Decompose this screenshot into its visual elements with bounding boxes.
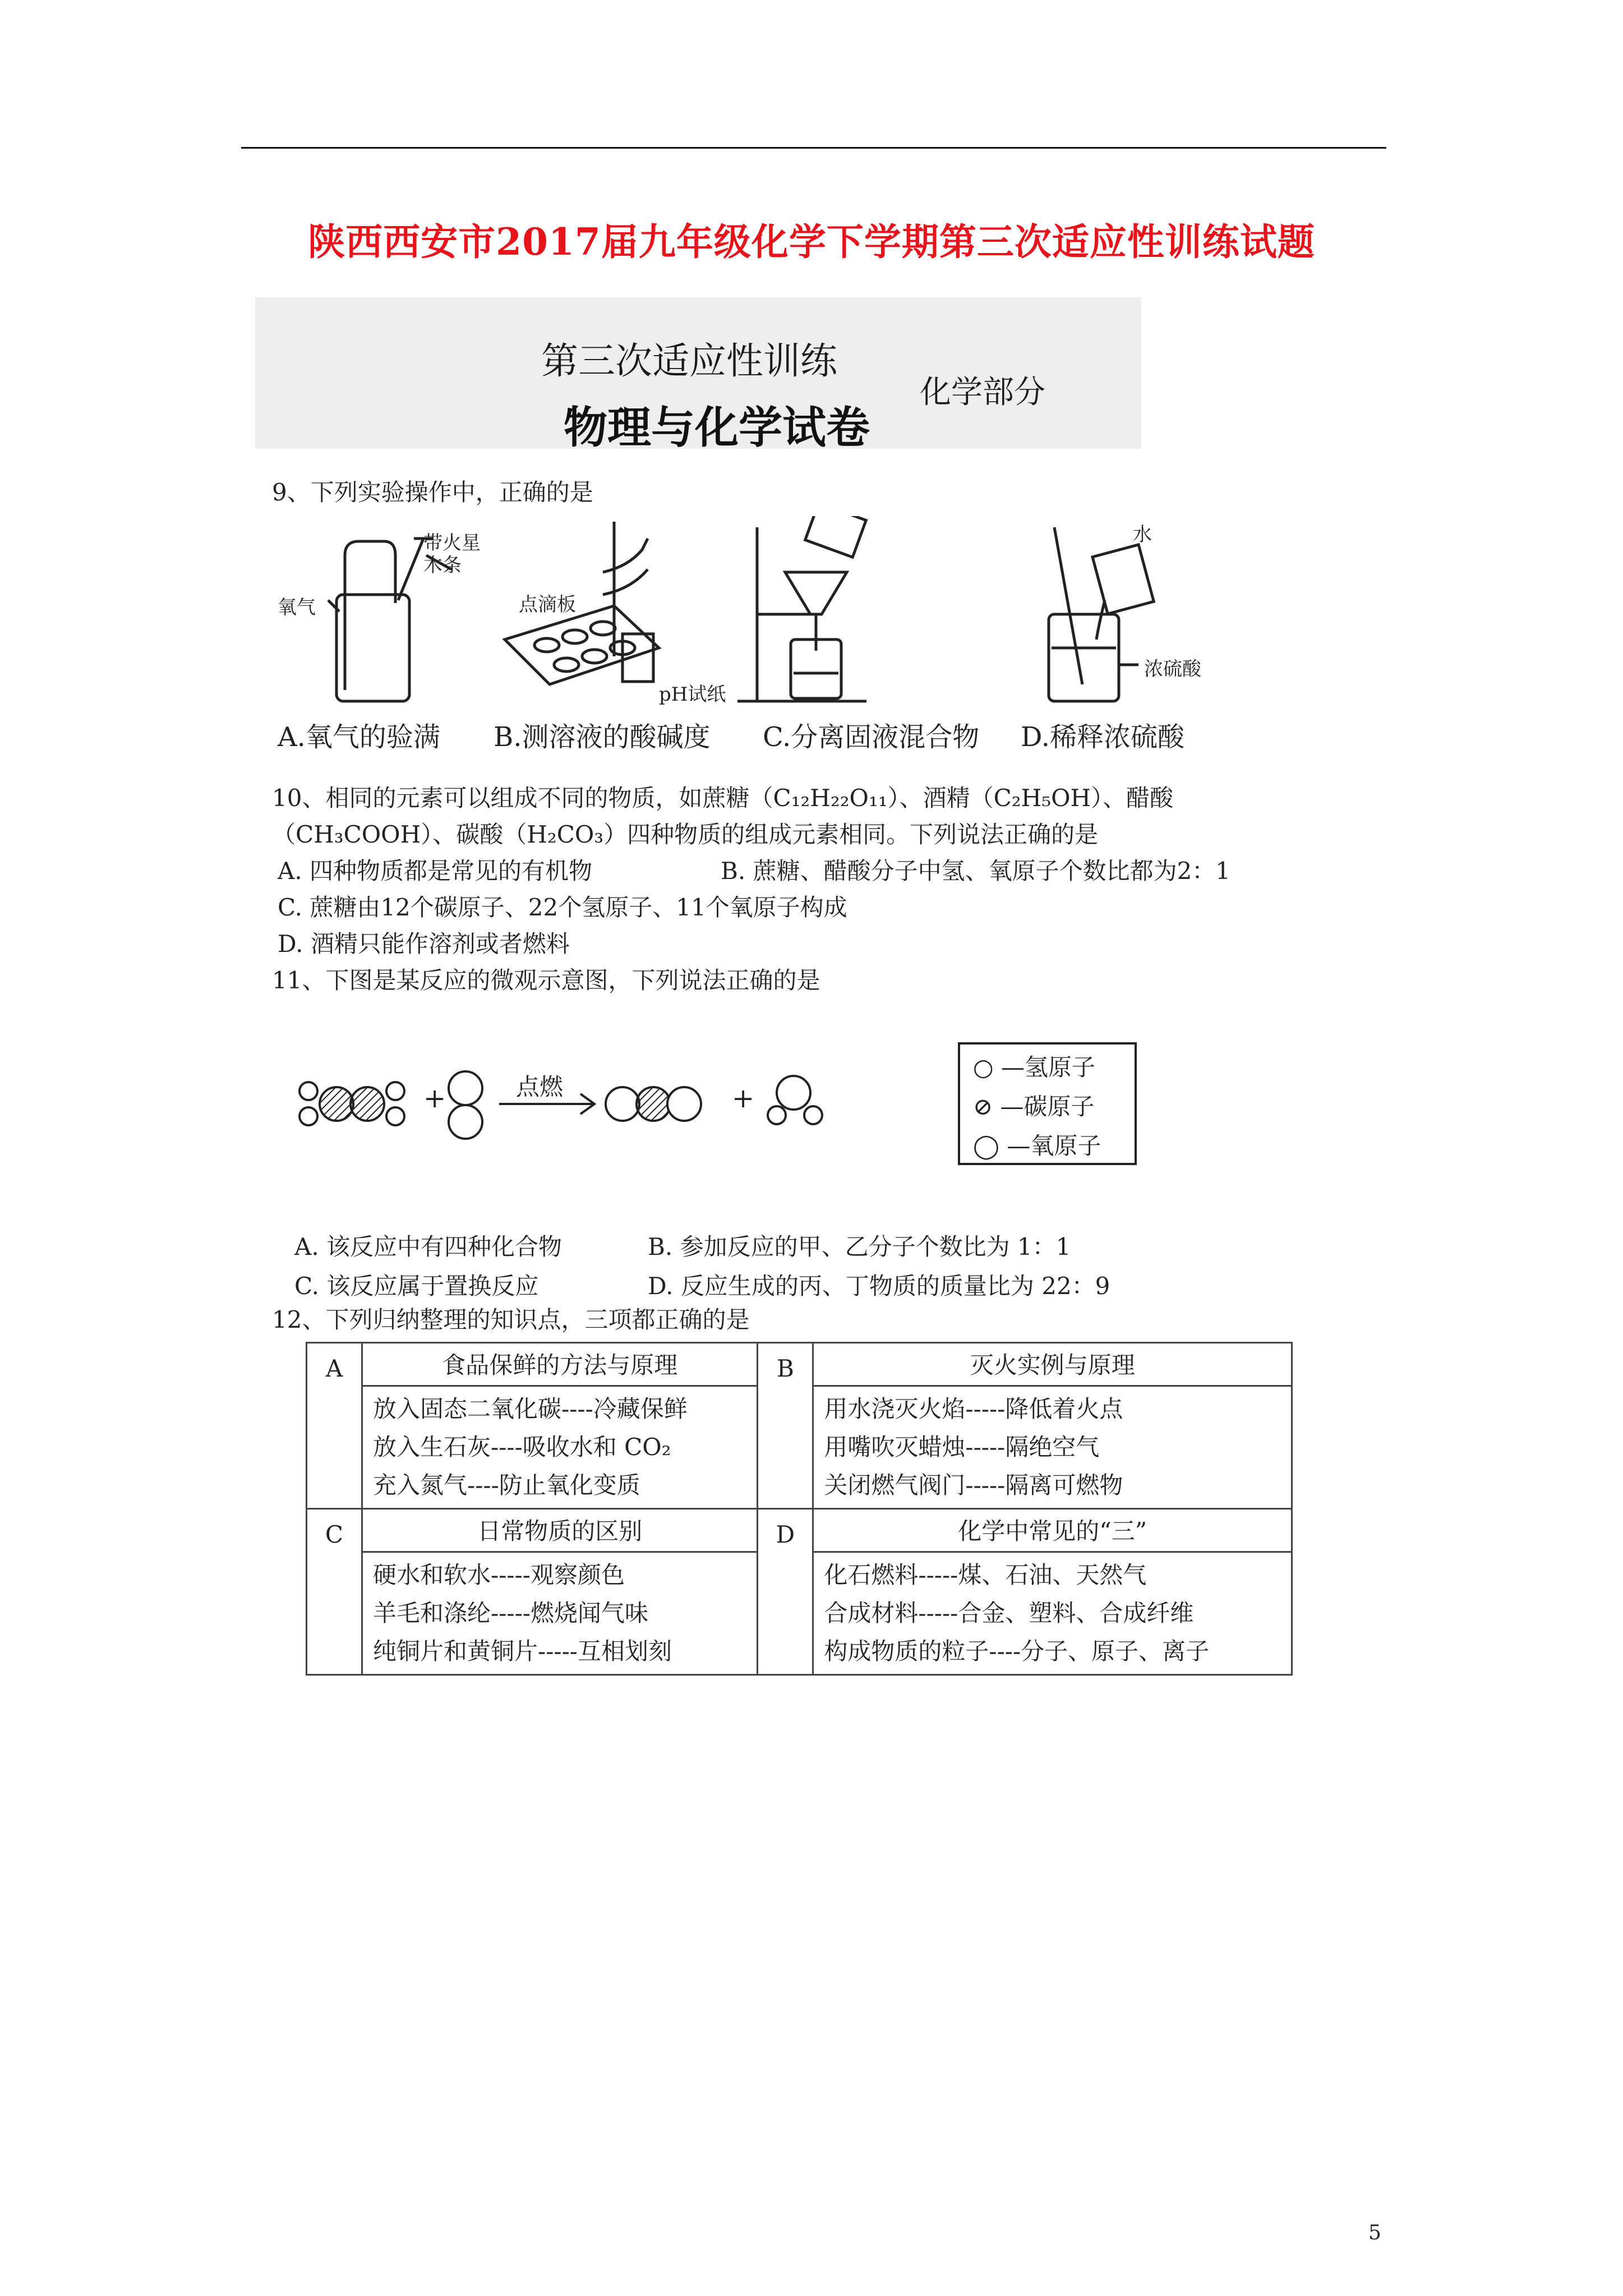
block-d-line-3: 构成物质的粒子----分子、原子、离子 [824, 1637, 1210, 1665]
q11-option-d: D. 反应生成的丙、丁物质的质量比为 22：9 [648, 1272, 1110, 1300]
legend-hydrogen: ○ —氢原子 [973, 1053, 1095, 1081]
legend-carbon: ⊘ —碳原子 [973, 1093, 1095, 1120]
q9-option-d: D.稀释浓硫酸 [1021, 721, 1185, 753]
q12-knowledge-table [306, 1342, 1293, 1676]
q9-option-b: B.测溶液的酸碱度 [494, 721, 711, 753]
q9-option-a: A.氧气的验满 [278, 721, 440, 753]
block-c-line-1: 硬水和软水-----观察颜色 [373, 1561, 625, 1589]
q10-option-b: B. 蔗糖、醋酸分子中氢、氧原子个数比都为2：1 [721, 857, 1231, 885]
block-d-header: 化学中常见的“三” [813, 1509, 1292, 1552]
q10-option-a: A. 四种物质都是常见的有机物 [278, 857, 593, 885]
block-a-line-3: 充入氮气----防止氧化变质 [373, 1471, 640, 1499]
block-b-lines [813, 1386, 1292, 1509]
scan-header [255, 297, 1141, 453]
q10-stem-line2: （CH₃COOH）、碳酸（H₂CO₃）四种物质的组成元素相同。下列说法正确的是 [272, 821, 1099, 848]
callout-spot-plate: 点滴板 [519, 593, 576, 616]
block-c-lines [362, 1552, 758, 1675]
reaction-condition-label: 点燃 [516, 1073, 564, 1101]
q11-option-c: C. 该反应属于置换反应 [294, 1272, 539, 1300]
callout-water: 水 [1133, 523, 1152, 546]
q9-stem: 9、下列实验操作中，正确的是 [272, 478, 593, 506]
q11-stem: 11、下图是某反应的微观示意图，下列说法正确的是 [272, 967, 820, 994]
block-a-header: 食品保鲜的方法与原理 [362, 1343, 758, 1386]
callout-glowing-splint-2: 木条 [423, 554, 462, 577]
q10-option-c: C. 蔗糖由12个碳原子、22个氢原子、11个氧原子构成 [278, 894, 847, 921]
plus-sign-1: + [423, 1083, 446, 1114]
q11-option-b: B. 参加反应的甲、乙分子个数比为 1：1 [648, 1233, 1071, 1260]
q11-option-a: A. 该反应中有四种化合物 [294, 1233, 562, 1260]
block-a-letter: A [307, 1343, 362, 1509]
block-a-line-2: 放入生石灰----吸收水和 CO₂ [373, 1433, 671, 1461]
header-rule [241, 147, 1386, 149]
block-c-line-2: 羊毛和涤纶-----燃烧闻气味 [373, 1599, 648, 1627]
handwritten-note: 化学部分 [920, 374, 1045, 411]
block-c-line-3: 纯铜片和黄铜片-----互相划刻 [373, 1637, 672, 1665]
product-water-molecule [768, 1076, 822, 1124]
callout-conc-acid: 浓硫酸 [1144, 658, 1201, 680]
exam-subtitle: 第三次适应性训练 [541, 339, 837, 383]
page-number: 5 [1368, 2221, 1381, 2244]
exam-title: 物理与化学试卷 [564, 402, 870, 453]
q10-stem-line1: 10、相同的元素可以组成不同的物质，如蔗糖（C₁₂H₂₂O₁₁）、酒精（C₂H₅OH）、醋酸 [272, 784, 1174, 812]
callout-ph-paper: pH试纸 [659, 683, 726, 706]
filtration-figure [737, 516, 866, 701]
block-d-letter: D [758, 1509, 813, 1675]
dilution-figure [1049, 527, 1154, 701]
block-a-line-1: 放入固态二氧化碳----冷藏保鲜 [373, 1395, 688, 1423]
block-d-lines [813, 1552, 1292, 1675]
reactant-oxygen-molecule [449, 1071, 482, 1139]
plus-sign-2: + [732, 1083, 755, 1114]
block-c-header: 日常物质的区别 [362, 1509, 758, 1552]
scanned-exam-image [255, 297, 1304, 1665]
block-b-line-2: 用嘴吹灭蜡烛-----隔绝空气 [824, 1433, 1100, 1461]
q9-option-c: C.分离固液混合物 [763, 721, 980, 753]
legend-oxygen: ◯ —氧原子 [973, 1132, 1101, 1159]
block-a-lines [362, 1386, 758, 1509]
callout-glowing-splint-1: 带火星 [423, 532, 481, 554]
q10-option-d: D. 酒精只能作溶剂或者燃料 [278, 930, 570, 958]
block-b-line-3: 关闭燃气阀门-----隔离可燃物 [824, 1471, 1123, 1499]
block-c-letter: C [307, 1509, 362, 1675]
callout-oxygen: 氧气 [278, 596, 316, 619]
block-d-line-1: 化石燃料-----煤、石油、天然气 [824, 1561, 1147, 1589]
block-b-line-1: 用水浇灭火焰-----降低着火点 [824, 1395, 1123, 1423]
product-co2-molecule [606, 1087, 701, 1121]
q12-stem: 12、下列归纳整理的知识点，三项都正确的是 [272, 1306, 750, 1333]
block-b-header: 灭火实例与原理 [813, 1343, 1292, 1386]
block-b-letter: B [758, 1343, 813, 1509]
q11-reaction-diagram [255, 1032, 1304, 1178]
q9-apparatus-figures [255, 516, 1304, 735]
block-d-line-2: 合成材料-----合金、塑料、合成纤维 [824, 1599, 1194, 1627]
reactant-ethylene-molecule [299, 1082, 404, 1125]
document-title: 陕西西安市2017届九年级化学下学期第三次适应性训练试题 [308, 220, 1315, 264]
